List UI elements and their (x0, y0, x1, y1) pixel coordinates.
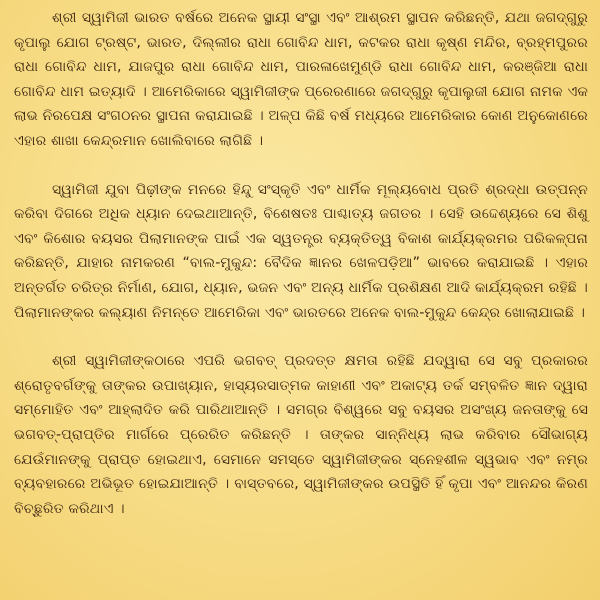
paragraph-bal-mukund-program: ସ୍ୱାମିଜୀ ଯୁବା ପିଢ଼ୀଙ୍କ ମନରେ ହିନ୍ଦୁ ସଂସ୍କୃତି ଏବଂ ଧାର୍ମିକ ମୂଲ୍ୟବୋଧ ପ୍ରତି ଶ୍ରଦ୍ଧା ଉତ୍ପନ୍ନ କରିବା ଦିଗରେ ଅଧିକ ଧ୍ୟାନ ଦେଇଥାଆନ୍ତି, ବିଶେଷତଃ ପାଶ୍ଚାତ୍ୟ ଜଗତର । ସେହି ଉଦ୍ଦେଶ୍ୟରେ ସେ ଶିଶୁ ଏବଂ କିଶୋର ବୟସର ପିଲାମାନଙ୍କ ପାଇଁ ଏକ ସ୍ୱତନ୍ତ୍ର ବ୍ୟକ୍ତିତ୍ୱ ବିକାଶ କାର୍ଯ୍ୟକ୍ରମର ପରିକଳ୍ପନା କରିଛନ୍ତି, ଯାହାର ନାମକରଣ “ବାଲ-ମୁକୁନ୍ଦ: ବୈଦିକ ଜ୍ଞାନର ଖେଳପଡ଼ିଆ” ଭାବରେ କରାଯାଇଛି । ଏହାର ଅନ୍ତର୍ଗତ ଚରିତ୍ର ନିର୍ମାଣ, ଯୋଗ, ଧ୍ୟାନ, ଭଜନ ଏବଂ ଅନ୍ୟ ଧାର୍ମିକ ପ୍ରଶିକ୍ଷଣ ଆଦି କାର୍ଯ୍ୟକ୍ରମ ରହିଛି । ପିଲାମାନଙ୍କର କଲ୍ୟାଣ ନିମନ୍ତେ ଆମେରିକା ଏବଂ ଭାରତରେ ଅନେକ ବାଲ-ମୁକୁନ୍ଦ କେନ୍ଦ୍ର ଖୋଲାଯାଇଛି । (14, 181, 588, 321)
paragraph-swamiji-qualities: ଶ୍ରୀ ସ୍ୱାମିଜୀଙ୍କଠାରେ ଏପରି ଭଗବତ୍ ପ୍ରଦତ୍ତ କ୍ଷମତା ରହିଛି ଯଦ୍ୱାରା ସେ ସବୁ ପ୍ରକାରର ଶ୍ରୋତୃବର୍ଗଙ୍କୁ ତାଙ୍କର ଉପାଖ୍ୟାନ, ହାସ୍ୟରସାତ୍ମକ କାହାଣୀ ଏବଂ ଅକାଟ୍ୟ ତର୍କ ସମ୍ବଳିତ ଜ୍ଞାନ ଦ୍ୱାରା ସମ୍ମୋହିତ ଏବଂ ଆହ୍ଲାଦିତ କରି ପାରିଥାଆନ୍ତି । ସମଗ୍ର ବିଶ୍ୱରେ ସବୁ ବୟସର ଅସଂଖ୍ୟ ଜନତାଙ୍କୁ ସେ ଭଗବତ୍-ପ୍ରାପ୍ତିର ମାର୍ଗରେ ପ୍ରେରିତ କରିଛନ୍ତି । ତାଙ୍କର ସାନ୍ନିଧ୍ୟ ଲାଭ କରିବାର ସୌଭାଗ୍ୟ ଯେଉଁମାନଙ୍କୁ ପ୍ରାପ୍ତ ହୋଇଥାଏ, ସେମାନେ ସମସ୍ତେ ସ୍ୱାମିଜୀଙ୍କର ସ୍ନେହଶୀଳ ସ୍ୱଭାବ ଏବଂ ନମ୍ର ବ୍ୟବହାରରେ ଅଭିଭୂତ ହୋଇଯାଆନ୍ତି । ବାସ୍ତବରେ, ସ୍ୱାମିଜୀଙ୍କର ଉପସ୍ଥିତି ହିଁ କୃପା ଏବଂ ଆନନ୍ଦର କିରଣ ବିଚ୍ଛୁରିତ କରିଥାଏ । (14, 353, 588, 517)
paragraph-ashram-institutions: ଶ୍ରୀ ସ୍ୱାମିଜୀ ଭାରତ ବର୍ଷରେ ଅନେକ ସ୍ଥାୟୀ ସଂସ୍ଥା ଏବଂ ଆଶ୍ରମ ସ୍ଥାପନ କରିଛନ୍ତି, ଯଥା ଜଗଦ୍‌ଗୁରୁ କୃପାଲୁ ଯୋଗ ଟ୍ରଷ୍ଟ, ଭାରତ, ଦିଲ୍ଲୀର ରାଧା ଗୋବିନ୍ଦ ଧାମ, କଟକର ରାଧା କୃଷ୍ଣ ମନ୍ଦିର, ବ୍ରହ୍ମପୁରର ରାଧା ଗୋବିନ୍ଦ ଧାମ, ଯାଜପୁର ରାଧା ଗୋବିନ୍ଦ ଧାମ, ପାରଳାଖେମୁଣ୍ଡି ରାଧା ଗୋବିନ୍ଦ ଧାମ, କରଞ୍ଜିଆ ରାଧା ଗୋବିନ୍ଦ ଧାମ ଇତ୍ୟାଦି । ଆମେରିକାରେ ସ୍ୱାମିଜୀଙ୍କ ପ୍ରେରଣାରେ ଜଗଦ୍‌ଗୁରୁ କୃପାଲୁଜୀ ଯୋଗ ନାମକ ଏକ ଲାଭ ନିରପେକ୍ଷ ସଂଗଠନର ସ୍ଥାପନା କରାଯାଇଛି । ଅଳ୍ପ କିଛି ବର୍ଷ ମଧ୍ୟରେ ଆମେରିକାର କୋଣ ଅନୁକୋଣରେ ଏହାର ଶାଖା କେନ୍ଦ୍ରମାନ ଖୋଲିବାରେ ଲାଗିଛି । (14, 10, 588, 149)
